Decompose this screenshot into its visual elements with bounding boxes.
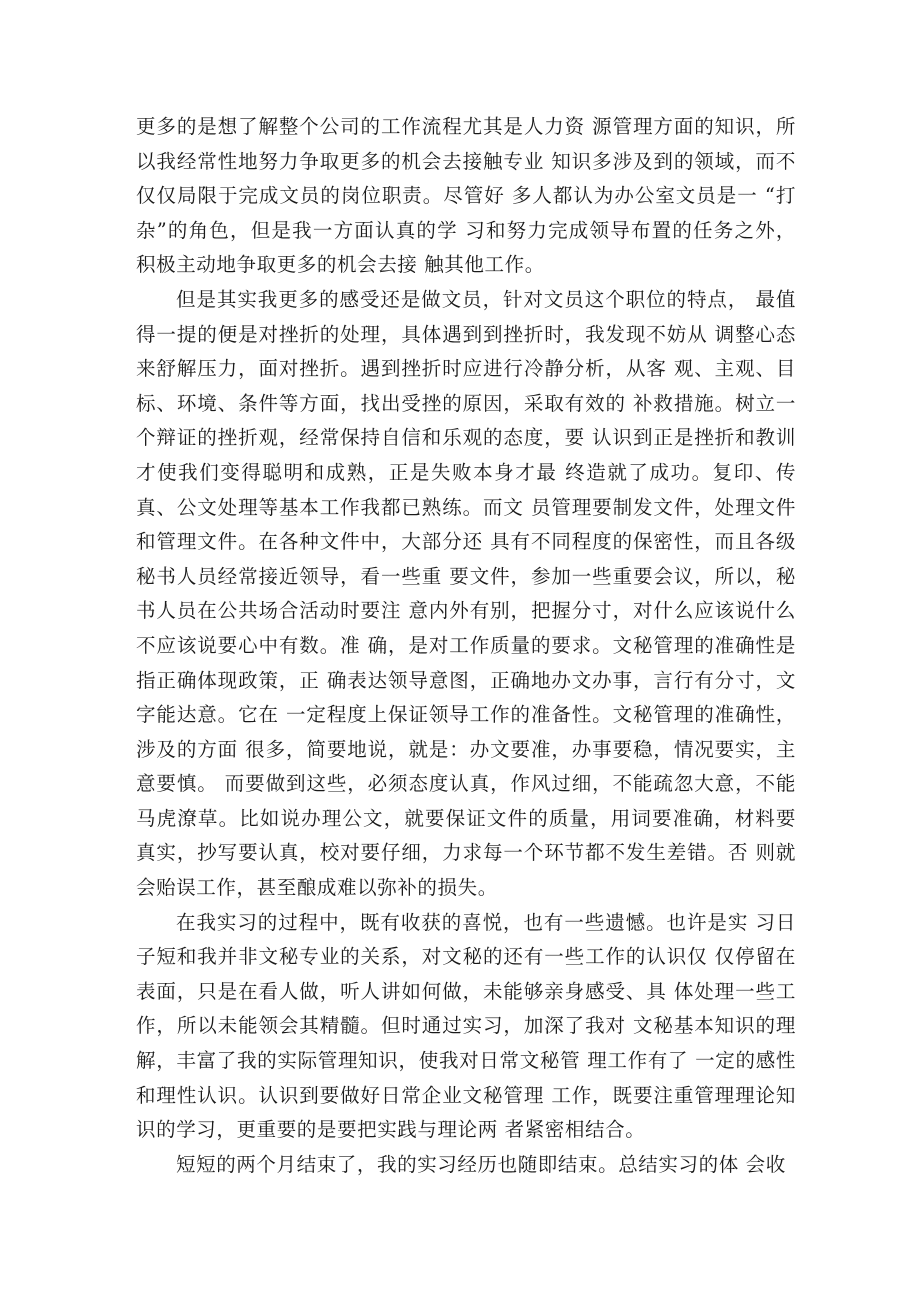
document-body (136, 110, 796, 1182)
paragraph-1: 更多的是想了解整个公司的工作流程尤其是人力资 源管理方面的知识，所以我经常性地努力争取更多的机会去接触专业 知识多涉及到的领域，而不仅仅局限于完成文员的岗位职责。尽管好 多人都认为办公室文员是一 “打杂”的角色，但是我一方面认真的学 习和努力完成领导布置的任务之外，积极主动地争取更多的机会去接 触其他工作。 (136, 115, 796, 277)
paragraph-3: 在我实习的过程中，既有收获的喜悦，也有一些遗憾。也许是实 习日子短和我并非文秘专业的关系，对文秘的还有一些工作的认识仅 仅停留在表面，只是在看人做，听人讲如何做，未能够亲身感受、具 体处理一些工作，所以未能领会其精髓。但时通过实习，加深了我对 文秘基本知识的理解，丰富了我的实际管理知识，使我对日常文秘管 理工作有了 一定的感性和理性认识。认识到要做好日常企业文秘管理 工作，既要注重管理理论知识的学习，更重要的是要把实践与理论两 者紧密相结合。 (136, 910, 796, 1142)
paragraph-4: 短短的两个月结束了，我的实习经历也随即结束。总结实习的体 会收 (176, 1152, 786, 1176)
paragraph-2: 但是其实我更多的感受还是做文员，针对文员这个职位的特点， 最值得一提的便是对挫折的处理，具体遇到到挫折时，我发现不妨从 调整心态来舒解压力，面对挫折。遇到挫折时应进行冷静分析，从客 观、主观、目标、环境、条件等方面，找出受挫的原因，采取有效的 补救措施。树立一个辩证的挫折观，经常保持自信和乐观的态度，要 认识到正是挫折和教训才使我们变得聪明和成熟，正是失败本身才最 终造就了成功。复印、传真、公文处理等基本工作我都已熟练。而文 员管理要制发文件，处理文件和管理文件。在各种文件中，大部分还 具有不同程度的保密性，而且各级秘书人员经常接近领导，看一些重 要文件，参加一些重要会议，所以，秘书人员在公共场合活动时要注 意内外有别，把握分寸，对什么应该说什么不应该说要心中有数。准 确，是对工作质量的要求。文秘管理的准确性是指正确体现政策，正 确表达领导意图，正确地办文办事，言行有分寸，文字能达意。它在 一定程度上保证领导工作的准备性。文秘管理的准确性，涉及的方面 很多，简要地说，就是：办文要准，办事要稳，情况要实，主意要慎。 而要做到这些，必须态度认真，作风过细，不能疏忽大意，不能马虎潦草。比如说办理公文，就要保证文件的质量，用词要准确，材料要 真实，抄写要认真，校对要仔细，力求每一个环节都不发生差错。否 则就会贻误工作，甚至酿成难以弥补的损失。 (136, 287, 796, 900)
